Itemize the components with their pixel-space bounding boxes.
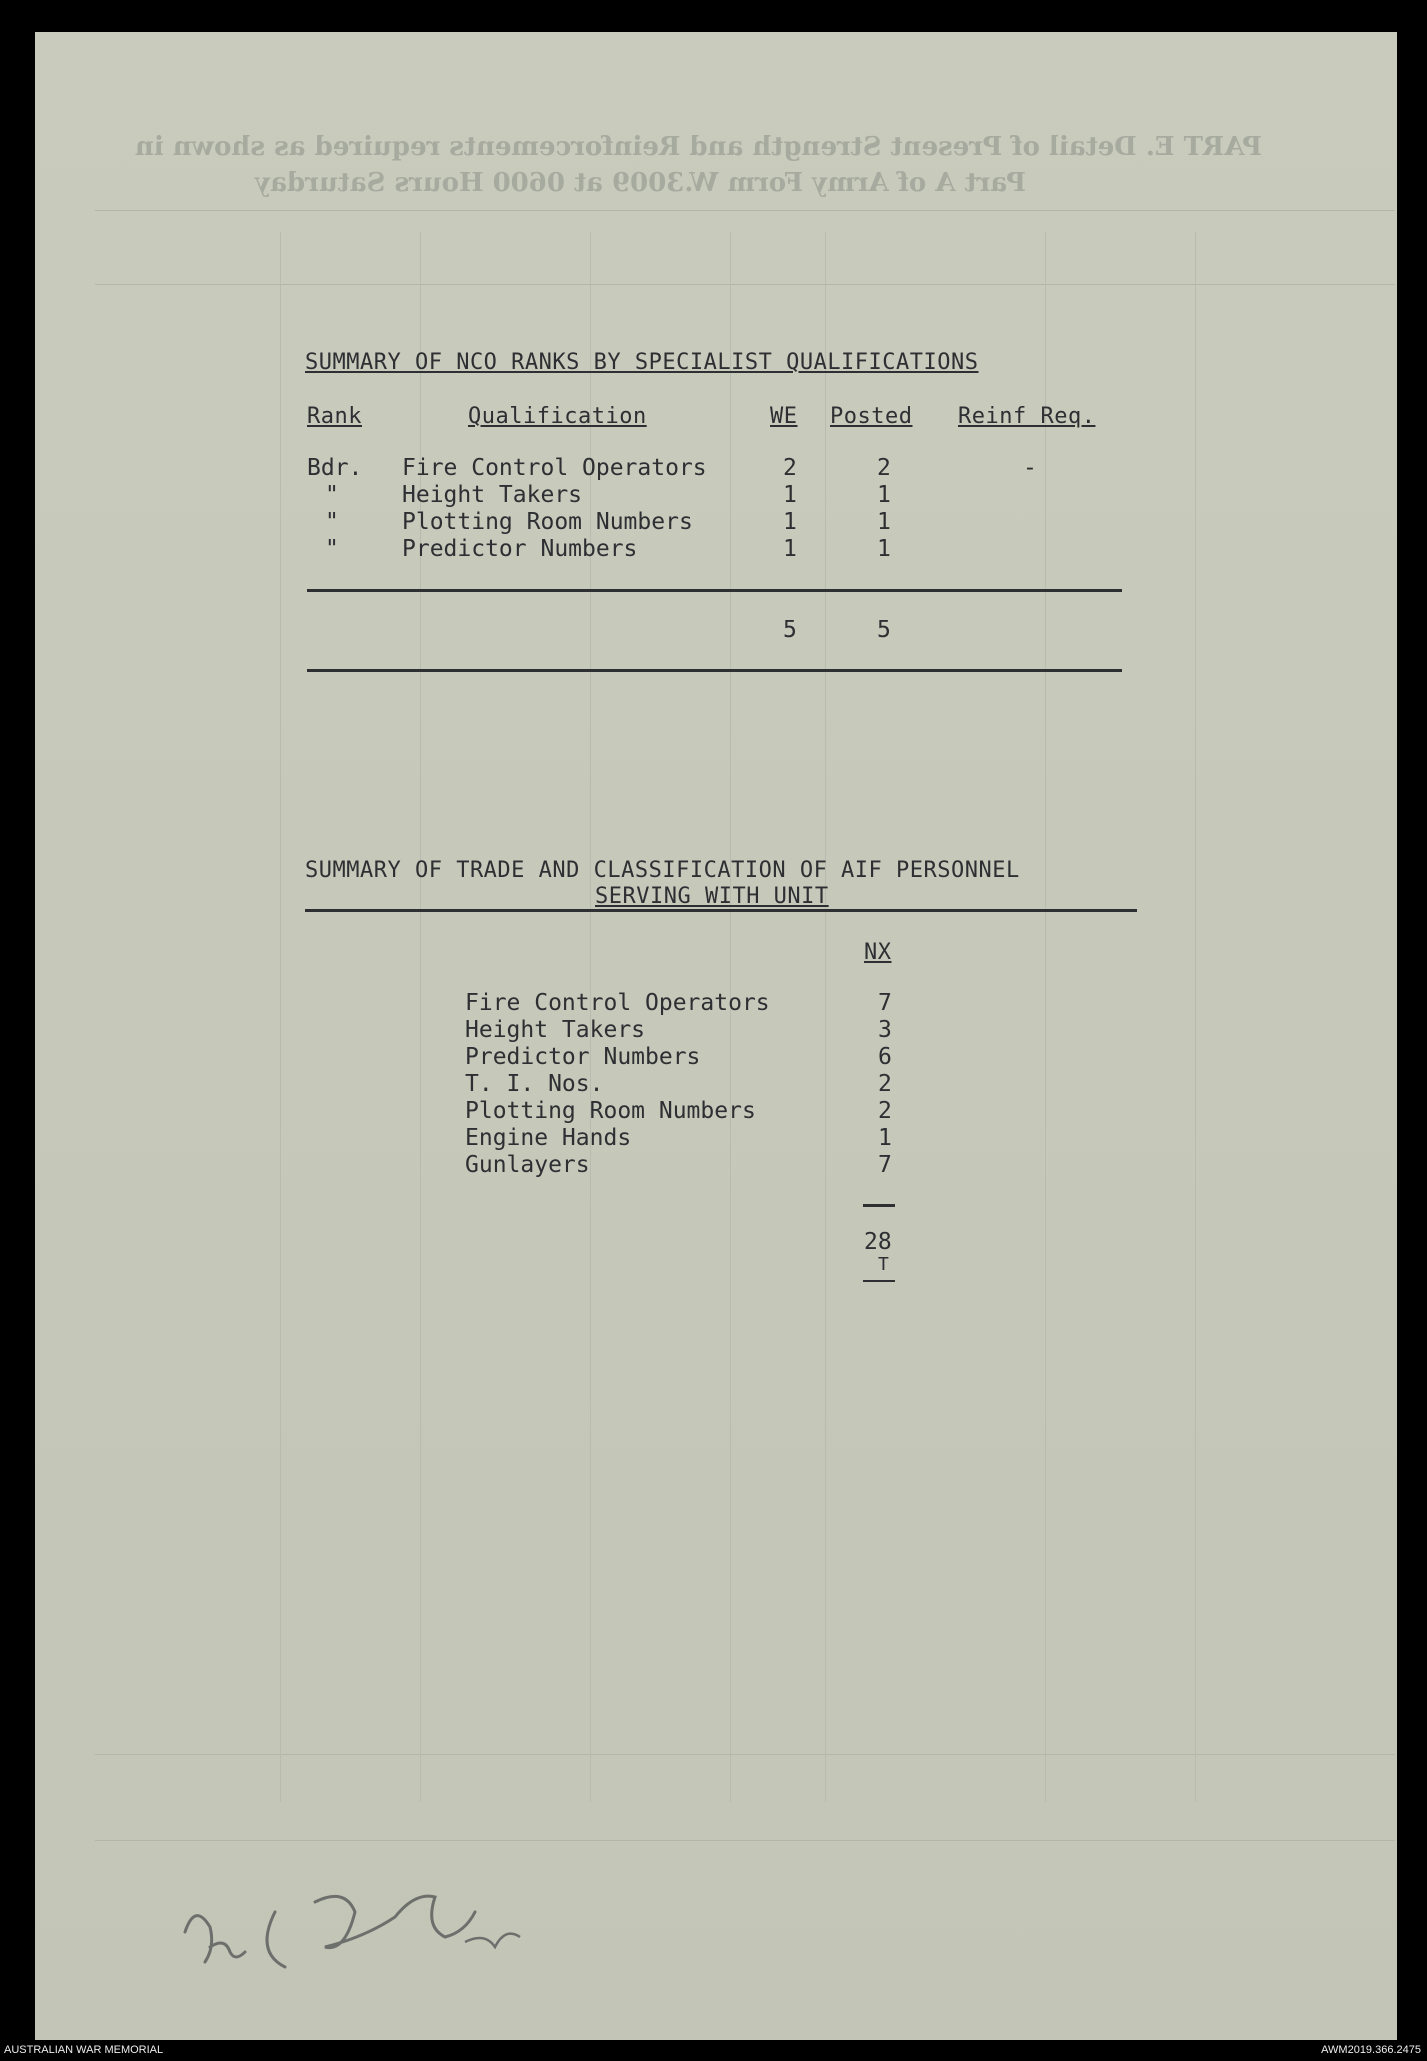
trade-count: 1 (878, 1125, 892, 1151)
row-qualification: Predictor Numbers (402, 536, 638, 562)
trade-total-mark: T (878, 1254, 889, 1275)
row-qualification: Fire Control Operators (402, 455, 707, 481)
ghost-form-title-line1: PART E. Detail of Present Strength and Reinforcements required as shown in (135, 132, 1263, 162)
ghost-column-line (825, 232, 826, 1802)
ghost-form-title-line2: Part A of Army Form W.3009 at 0600 Hours Saturday (255, 168, 1026, 198)
row-reinf: - (1023, 455, 1037, 481)
row-qualification: Height Takers (402, 482, 583, 508)
ghost-column-line (730, 232, 731, 1802)
document-page (35, 32, 1397, 2040)
row-posted: 2 (877, 455, 891, 481)
row-qualification: Plotting Room Numbers (402, 509, 693, 535)
trade-name: Gunlayers (465, 1152, 590, 1178)
trade-count: 6 (878, 1044, 892, 1070)
row-posted: 1 (877, 482, 891, 508)
footer-right: AWM2019.366.2475 (1321, 2044, 1421, 2056)
total-posted: 5 (877, 617, 891, 643)
ghost-column-line (280, 232, 281, 1802)
header-rank: Rank (307, 404, 362, 429)
trade-summary-title-line1: SUMMARY OF TRADE AND CLASSIFICATION OF AIF PERSONNEL (305, 858, 1020, 883)
trade-name: Plotting Room Numbers (465, 1098, 756, 1124)
row-posted: 1 (877, 509, 891, 535)
total-we: 5 (783, 617, 797, 643)
row-posted: 1 (877, 536, 891, 562)
ghost-rule (95, 284, 1395, 285)
trade-count: 7 (878, 1152, 892, 1178)
row-we: 1 (783, 482, 797, 508)
ghost-rule (95, 1754, 1395, 1755)
trade-name: T. I. Nos. (465, 1071, 604, 1097)
header-posted: Posted (830, 404, 913, 429)
ghost-rule (95, 1840, 1395, 1841)
trade-name: Height Takers (465, 1017, 646, 1043)
signature-image (165, 1872, 585, 1982)
row-rank: " (325, 509, 339, 535)
trade-name: Engine Hands (465, 1125, 632, 1151)
trade-count: 7 (878, 990, 892, 1016)
header-reinf-req: Reinf Req. (958, 404, 1096, 429)
header-we: WE (770, 404, 798, 429)
trade-count: 2 (878, 1071, 892, 1097)
ghost-rule (95, 210, 1395, 211)
trade-name: Predictor Numbers (465, 1044, 701, 1070)
trade-count: 3 (878, 1017, 892, 1043)
trade-name: Fire Control Operators (465, 990, 770, 1016)
row-rank: " (325, 536, 339, 562)
divider (307, 669, 1122, 672)
total-rule (863, 1280, 895, 1282)
row-rank: Bdr. (307, 455, 363, 481)
ghost-column-line (1045, 232, 1046, 1802)
nco-summary-title: SUMMARY OF NCO RANKS BY SPECIALIST QUALIFICATIONS (305, 350, 979, 375)
ghost-column-line (1195, 232, 1196, 1802)
row-we: 1 (783, 509, 797, 535)
trade-count: 2 (878, 1098, 892, 1124)
total-rule (863, 1204, 895, 1207)
divider (307, 589, 1122, 592)
header-qualification: Qualification (468, 404, 647, 429)
row-we: 1 (783, 536, 797, 562)
divider (305, 909, 1137, 912)
trade-total: 28 (864, 1229, 892, 1255)
row-rank: " (325, 482, 339, 508)
row-we: 2 (783, 455, 797, 481)
trade-summary-title-line2: SERVING WITH UNIT (595, 884, 829, 909)
column-header-nx: NX (864, 940, 892, 965)
footer-left: AUSTRALIAN WAR MEMORIAL (4, 2044, 164, 2056)
